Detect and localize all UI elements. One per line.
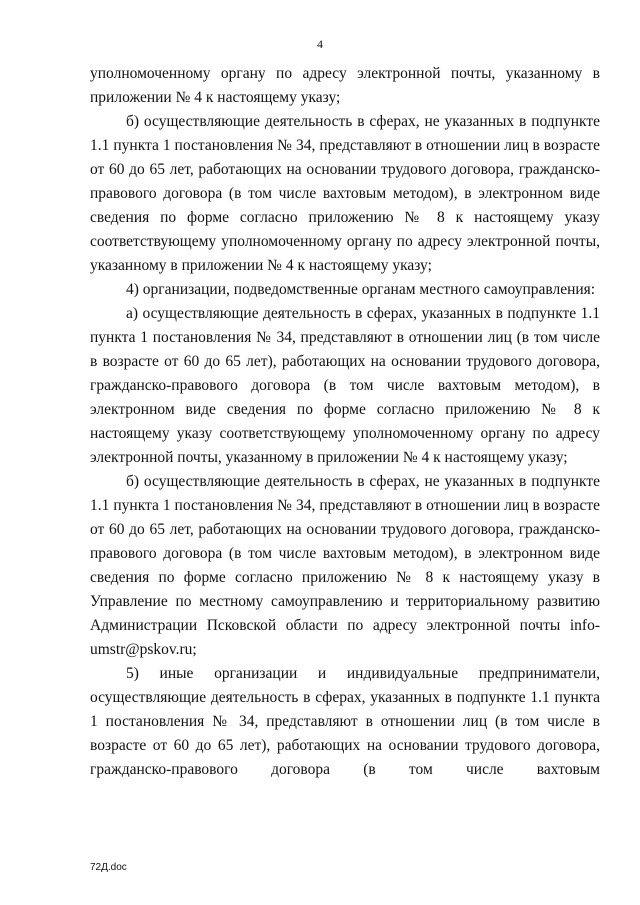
document-body [90, 62, 600, 782]
file-name-footer: 72Д.doc [90, 862, 127, 873]
page-number: 4 [317, 37, 323, 51]
paragraph-item-a: а) осуществляющие деятельность в сферах, указанных в подпункте 1.1 пункта 1 постановления № 34, представляют в отношении лиц (в том числе в возрасте от 60 до 65 лет), работающих на основании трудового договора, гражданско-правового договора (в том числе вахтовым методом), в электронном виде сведения по форме согласно приложению № 8 к настоящему указу соответствующему уполномоченному органу по адресу электронной почты, указанному в приложении № 4 к настоящему указу; [90, 305, 600, 466]
paragraph-item-4: 4) организации, подведомственные органам местного самоуправления: [126, 281, 596, 298]
paragraph-item-b-first: б) осуществляющие деятельность в сферах, не указанных в подпункте 1.1 пункта 1 постановления № 34, представляют в отношении лиц в возрасте от 60 до 65 лет, работающих на основании трудового договора, гражданско-правового договора (в том числе вахтовым методом), в электронном виде сведения по форме согласно приложению № 8 к настоящему указу соответствующему уполномоченному органу по адресу электронной почты, указанному в приложении № 4 к настоящему указу; [90, 113, 600, 274]
paragraph-item-5: 5) иные организации и индивидуальные предприниматели, осуществляющие деятельность в сферах, указанных в подпункте 1.1 пункта 1 постановления № 34, представляют в отношении лиц (в том числе в возрасте от 60 до 65 лет), работающих на основании трудового договора, гражданско-правового договора (в том числе вахтовым [90, 665, 600, 778]
paragraph-item-b-second: б) осуществляющие деятельность в сферах, не указанных в подпункте 1.1 пункта 1 постановления № 34, представляют в отношении лиц в возрасте от 60 до 65 лет, работающих на основании трудового договора, гражданско-правового договора (в том числе вахтовым методом), в электронном виде сведения по форме согласно приложению № 8 к настоящему указу в Управление по местному самоуправлению и территориальному развитию Администрации Псковской области по адресу электронной почты info-umstr@pskov.ru; [90, 473, 600, 658]
paragraph-continuation: уполномоченному органу по адресу электронной почты, указанному в приложении № 4 к настоящему указу; [90, 65, 600, 106]
